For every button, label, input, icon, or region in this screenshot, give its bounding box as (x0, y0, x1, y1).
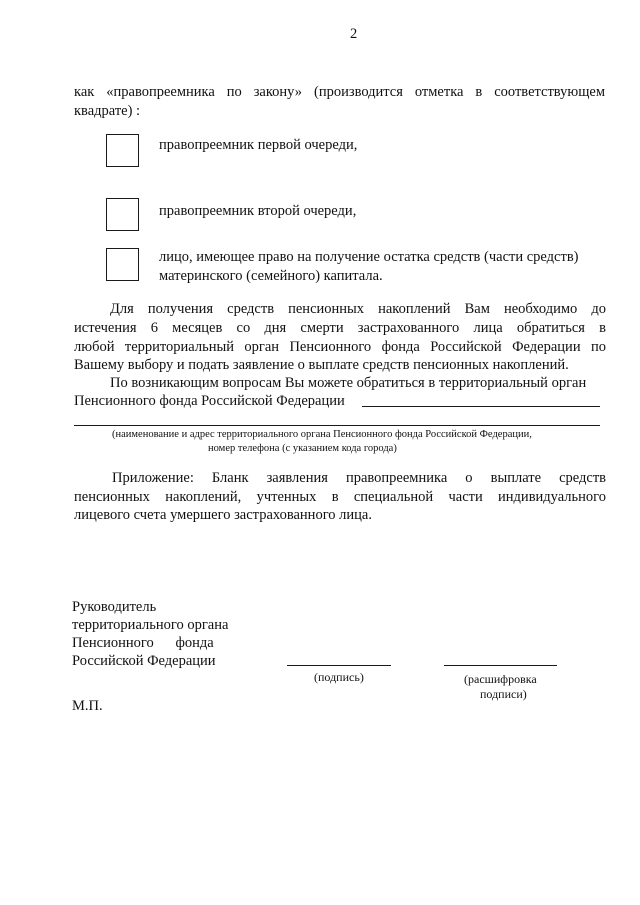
option-second-order-label: правопреемник второй очереди, (159, 203, 357, 219)
paragraph2-line-1: По возникающим вопросам Вы можете обратиться в территориальный орган (110, 375, 587, 391)
intro-line-1: как «правопреемника по закону» (производится отметка в соответствующем (74, 84, 605, 100)
signature-decode-label-1: (расшифровка (464, 672, 537, 686)
paragraph1-line-1: Для получения средств пенсионных накоплений Вам необходимо до (110, 301, 606, 317)
paragraph1-line-3: любой территориальный орган Пенсионного фонда Российской Федерации по (74, 339, 606, 355)
option-maternity-capital-label-1: лицо, имеющее право на получение остатка средств (части средств) (159, 249, 579, 265)
territorial-office-fill-line-2 (74, 425, 600, 426)
attachment-line-3: лицевого счета умершего застрахованного лица. (74, 507, 372, 523)
caption-line-1: (наименование и адрес территориального органа Пенсионного фонда Российской Федерации, (112, 429, 532, 440)
checkbox-second-order[interactable] (106, 198, 139, 231)
signature-line (287, 665, 391, 666)
checkbox-maternity-capital[interactable] (106, 248, 139, 281)
signature-decode-line (444, 665, 557, 666)
signatory-line-2: территориального органа (72, 617, 229, 633)
checkbox-first-order[interactable] (106, 134, 139, 167)
attachment-line-2: пенсионных накоплений, учтенных в специальной части индивидуального (74, 489, 606, 505)
intro-line-2: квадрате) : (74, 103, 141, 119)
paragraph2-line-2: Пенсионного фонда Российской Федерации (74, 393, 345, 409)
option-maternity-capital-label-2: материнского (семейного) капитала. (159, 268, 383, 284)
signatory-line-3: Пенсионного фонда (72, 635, 214, 651)
caption-line-2: номер телефона (с указанием кода города) (208, 443, 397, 454)
attachment-line-1: Приложение: Бланк заявления правопреемника о выплате средств (112, 470, 606, 486)
paragraph1-line-4: Вашему выбору и подать заявление о выплате средств пенсионных накоплений. (74, 357, 569, 373)
paragraph1-line-2: истечения 6 месяцев со дня смерти застрахованного лица обратиться в (74, 320, 606, 336)
signatory-line-4: Российской Федерации (72, 653, 216, 669)
page-number: 2 (350, 26, 358, 42)
territorial-office-fill-line-1 (362, 406, 600, 407)
signatory-line-1: Руководитель (72, 599, 157, 615)
option-first-order-label: правопреемник первой очереди, (159, 137, 358, 153)
stamp-label: М.П. (72, 698, 103, 714)
signature-decode-label-2: подписи) (480, 687, 527, 701)
signature-label: (подпись) (314, 670, 364, 684)
